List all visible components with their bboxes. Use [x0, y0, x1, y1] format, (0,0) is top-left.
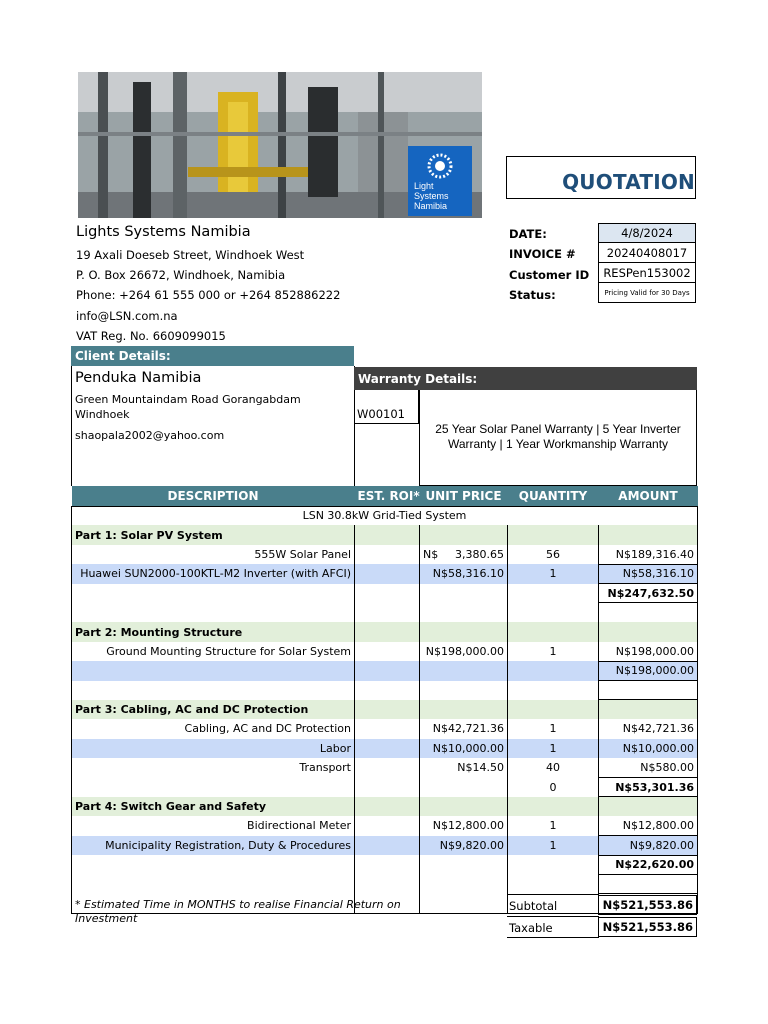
date-label: DATE: [509, 227, 547, 241]
company-po-box: P. O. Box 26672, Windhoek, Namibia [76, 268, 286, 282]
invoice-value: 20240408017 [598, 243, 696, 263]
subtotal-row [72, 584, 698, 603]
section-title: Part 2: Mounting Structure [72, 622, 355, 641]
customer-id-label: Customer ID [509, 268, 590, 282]
table-row: Huawei SUN2000-100KTL-M2 Inverter (with AFCI) N$58,316.10 1 N$58,316.10 [72, 564, 698, 583]
section-subtotal: N$53,301.36 [599, 777, 698, 796]
section-subtotal: N$247,632.50 [599, 584, 698, 603]
subtotal-row [72, 661, 698, 680]
svg-text:Namibia: Namibia [414, 201, 448, 211]
client-address-line1: Green Mountaindam Road Gorangabdam [75, 393, 301, 406]
table-row: Labor N$10,000.00 1 N$10,000.00 [72, 739, 698, 758]
col-est-roi: EST. ROI* [355, 486, 420, 506]
subtotal-row [72, 855, 698, 874]
section-row [72, 700, 698, 719]
table-row: Bidirectional Meter N$12,800.00 1 N$12,800.00 [72, 816, 698, 835]
system-title-row [72, 506, 698, 525]
divider [507, 916, 599, 917]
col-unit-price: UNIT PRICE [420, 486, 508, 506]
svg-text:Light: Light [414, 181, 434, 191]
section-row [72, 622, 698, 641]
spacer-row [72, 603, 698, 622]
company-logo [408, 146, 472, 216]
items-table [71, 486, 698, 914]
divider [507, 937, 599, 938]
system-title: LSN 30.8kW Grid-Tied System [72, 506, 698, 525]
col-description: DESCRIPTION [72, 486, 355, 506]
section-subtotal: N$22,620.00 [599, 855, 698, 874]
section-title: Part 1: Solar PV System [72, 525, 355, 544]
warranty-line2: Warranty | 1 Year Workmanship Warranty [447, 437, 669, 451]
section-title: Part 4: Switch Gear and Safety [72, 797, 355, 816]
table-row: Municipality Registration, Duty & Procedures N$9,820.00 1 N$9,820.00 [72, 836, 698, 855]
company-address: 19 Axali Doeseb Street, Windhoek West [76, 248, 305, 262]
table-header-row [72, 486, 698, 506]
date-value: 4/8/2024 [598, 223, 696, 243]
taxable-label: Taxable [509, 921, 553, 935]
status-label: Status: [509, 288, 556, 302]
invoice-label: INVOICE # [509, 247, 576, 261]
client-details-header: Client Details: [71, 346, 354, 366]
status-value: Pricing Valid for 30 Days [598, 283, 696, 303]
spacer-row [72, 681, 698, 700]
spacer-row [72, 874, 698, 893]
document-title: QUOTATION [562, 170, 695, 194]
warranty-text [419, 390, 697, 486]
taxable-value: N$521,553.86 [598, 917, 697, 937]
warranty-line1: 25 Year Solar Panel Warranty | 5 Year Inverter [435, 422, 681, 436]
table-row: Transport N$14.50 40 N$580.00 [72, 758, 698, 777]
company-email: info@LSN.com.na [76, 309, 178, 323]
company-name: Lights Systems Namibia [76, 224, 251, 240]
subtotal-value: N$521,553.86 [598, 895, 697, 915]
col-amount: AMOUNT [599, 486, 698, 506]
warranty-details-header: Warranty Details: [354, 367, 697, 390]
divider [507, 894, 599, 895]
section-title: Part 3: Cabling, AC and DC Protection [72, 700, 355, 719]
client-address-line2: Windhoek [75, 408, 130, 421]
table-row: Cabling, AC and DC Protection N$42,721.36 1 N$42,721.36 [72, 719, 698, 738]
client-email: shaopala2002@yahoo.com [75, 429, 225, 442]
quotation-title-box [506, 156, 696, 199]
company-phone: Phone: +264 61 555 000 or +264 852886222 [76, 288, 341, 302]
roi-footnote: * Estimated Time in MONTHS to realise Financial Return on Investment [75, 898, 401, 925]
subtotal-label: Subtotal [509, 899, 558, 913]
section-subtotal: N$198,000.00 [599, 661, 698, 680]
subtotal-row: 0 N$53,301.36 [72, 777, 698, 796]
header-photo [78, 72, 482, 218]
warranty-code: W00101 [357, 407, 405, 421]
table-row: 555W Solar Panel N$ 3,380.65 56 N$189,316.40 [72, 545, 698, 564]
svg-text:Systems: Systems [414, 191, 449, 201]
section-row [72, 525, 698, 544]
company-vat: VAT Reg. No. 6609099015 [76, 329, 226, 343]
table-row: Ground Mounting Structure for Solar System N$198,000.00 1 N$198,000.00 [72, 642, 698, 661]
section-row [72, 797, 698, 816]
col-quantity: QUANTITY [508, 486, 599, 506]
customer-id-value: RESPen153002 [598, 263, 696, 283]
client-name: Penduka Namibia [75, 370, 202, 386]
